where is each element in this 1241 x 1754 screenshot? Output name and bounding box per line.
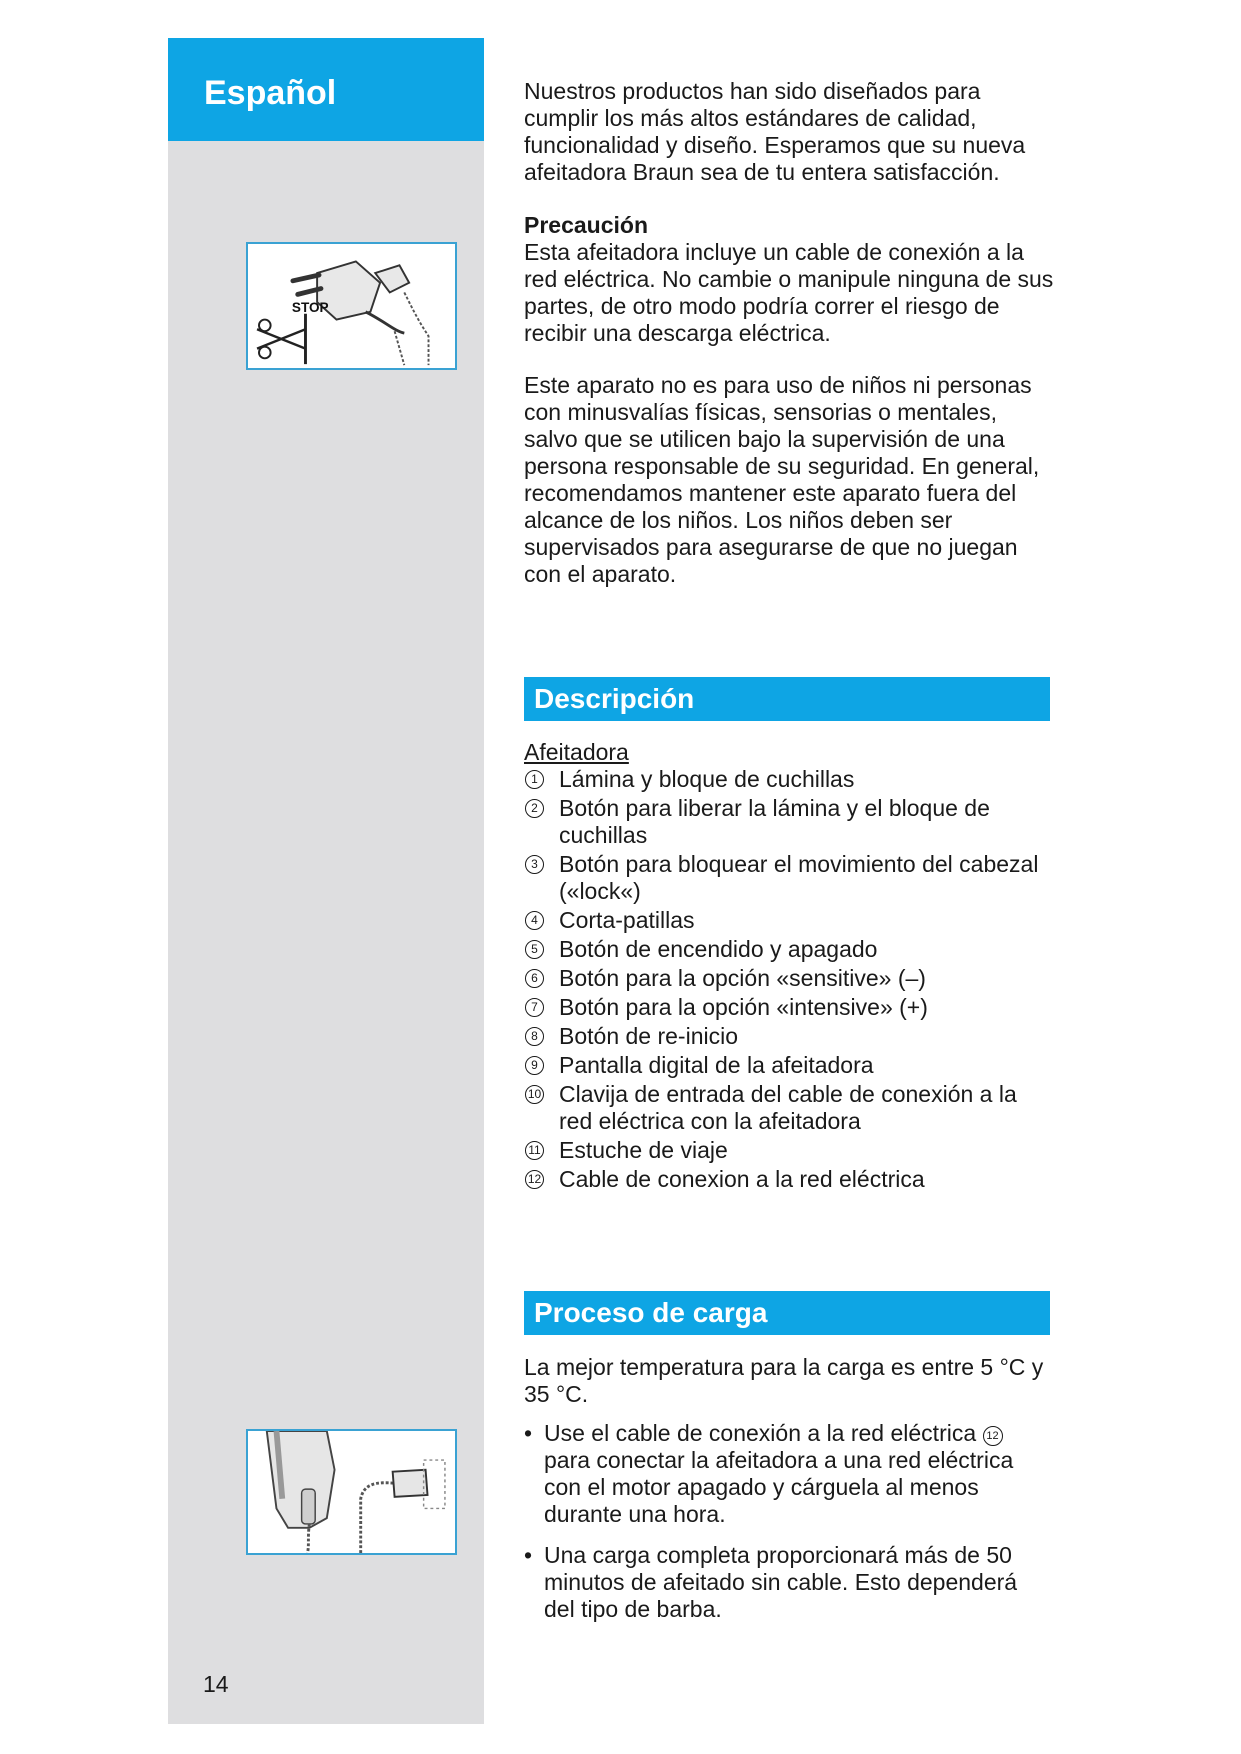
item-text: Botón de re-inicio — [559, 1023, 738, 1049]
list-item — [524, 1542, 1044, 1623]
description-content — [524, 739, 1044, 1195]
charging-temperature: La mejor temperatura para la carga es entre 5 °C y 35 °C. — [524, 1354, 1044, 1407]
description-title: Descripción — [534, 683, 695, 714]
caution-heading: Precaución — [524, 212, 648, 238]
charging-content — [524, 1354, 1044, 1637]
bullet-text: para conectar la afeitadora a una red eléctrica con el motor apagado y cárguela al menos durante una hora. — [544, 1447, 1014, 1527]
intro-paragraph — [524, 78, 1054, 186]
item-text: Botón para liberar la lámina y el bloque de cuchillas — [559, 795, 990, 848]
item-text: Corta-patillas — [559, 907, 695, 933]
parts-list — [524, 766, 1044, 1193]
item-number: 2 — [525, 799, 544, 818]
list-item — [524, 851, 1044, 905]
stop-label: STOP — [291, 299, 329, 315]
description-header — [524, 677, 1050, 721]
item-number: 6 — [525, 969, 544, 988]
charging-title: Proceso de carga — [534, 1297, 768, 1328]
caution-text: Esta afeitadora incluye un cable de conexión a la red eléctrica. No cambie o manipule ninguna de sus partes, de otro modo podría correr el riesgo de recibir una descarga eléctrica. — [524, 239, 1054, 346]
children-warning — [524, 372, 1054, 588]
list-item — [524, 1081, 1044, 1135]
charging-header — [524, 1291, 1050, 1335]
list-item — [524, 965, 1044, 992]
item-text: Lámina y bloque de cuchillas — [559, 766, 855, 792]
list-item — [524, 936, 1044, 963]
language-header — [168, 38, 484, 141]
language-title: Español — [204, 74, 337, 112]
item-number: 8 — [525, 1027, 544, 1046]
item-number: 11 — [525, 1141, 544, 1160]
list-item — [524, 1137, 1044, 1164]
plug-warning-icon — [248, 244, 455, 368]
list-item — [524, 1023, 1044, 1050]
list-item — [524, 907, 1044, 934]
list-item — [524, 1420, 1044, 1528]
item-text: Cable de conexion a la red eléctrica — [559, 1166, 925, 1192]
item-text: Botón para la opción «sensitive» (–) — [559, 965, 926, 991]
item-text: Pantalla digital de la afeitadora — [559, 1052, 874, 1078]
intro-text: Nuestros productos han sido diseñados para cumplir los más altos estándares de calidad, funcionalidad y diseño. Esperamos que su nueva afeitadora Braun sea de tu entera satisfacción. — [524, 78, 1026, 185]
item-number: 9 — [525, 1056, 544, 1075]
item-number: 12 — [525, 1170, 544, 1189]
item-number: 1 — [525, 770, 544, 789]
list-item — [524, 994, 1044, 1021]
bullet-text: Una carga completa proporcionará más de 50 minutos de afeitado sin cable. Esto dependerá del tipo de barba. — [544, 1542, 1018, 1622]
charging-bullets — [524, 1420, 1044, 1623]
charging-illustration — [246, 1429, 457, 1555]
item-text: Botón para la opción «intensive» (+) — [559, 994, 928, 1020]
page-number: 14 — [203, 1671, 229, 1697]
description-subheading: Afeitadora — [524, 739, 629, 765]
item-text: Clavija de entrada del cable de conexión a la red eléctrica con la afeitadora — [559, 1081, 1017, 1134]
reference-number: 12 — [983, 1426, 1003, 1446]
item-text: Botón para bloquear el movimiento del cabezal («lock«) — [559, 851, 1039, 904]
caution-section — [524, 212, 1054, 347]
item-number: 7 — [525, 998, 544, 1017]
list-item — [524, 1166, 1044, 1193]
item-text: Botón de encendido y apagado — [559, 936, 878, 962]
bullet-text: Use el cable de conexión a la red eléctrica — [544, 1420, 977, 1446]
item-number: 10 — [525, 1085, 544, 1104]
item-number: 3 — [525, 855, 544, 874]
item-number: 5 — [525, 940, 544, 959]
children-text: Este aparato no es para uso de niños ni personas con minusvalías físicas, sensorias o mentales, salvo que se utilicen bajo la supervisión de una persona responsable de su seguridad. En general, recomendamos mantener este aparato fuera del alcance de los niños. Los niños deben ser supervisados para asegurarse de que no juegan con el aparato. — [524, 372, 1040, 587]
list-item — [524, 795, 1044, 849]
item-text: Estuche de viaje — [559, 1137, 728, 1163]
list-item — [524, 766, 1044, 793]
list-item — [524, 1052, 1044, 1079]
plug-warning-illustration — [246, 242, 457, 370]
item-number: 4 — [525, 911, 544, 930]
charging-shaver-icon — [248, 1431, 455, 1553]
